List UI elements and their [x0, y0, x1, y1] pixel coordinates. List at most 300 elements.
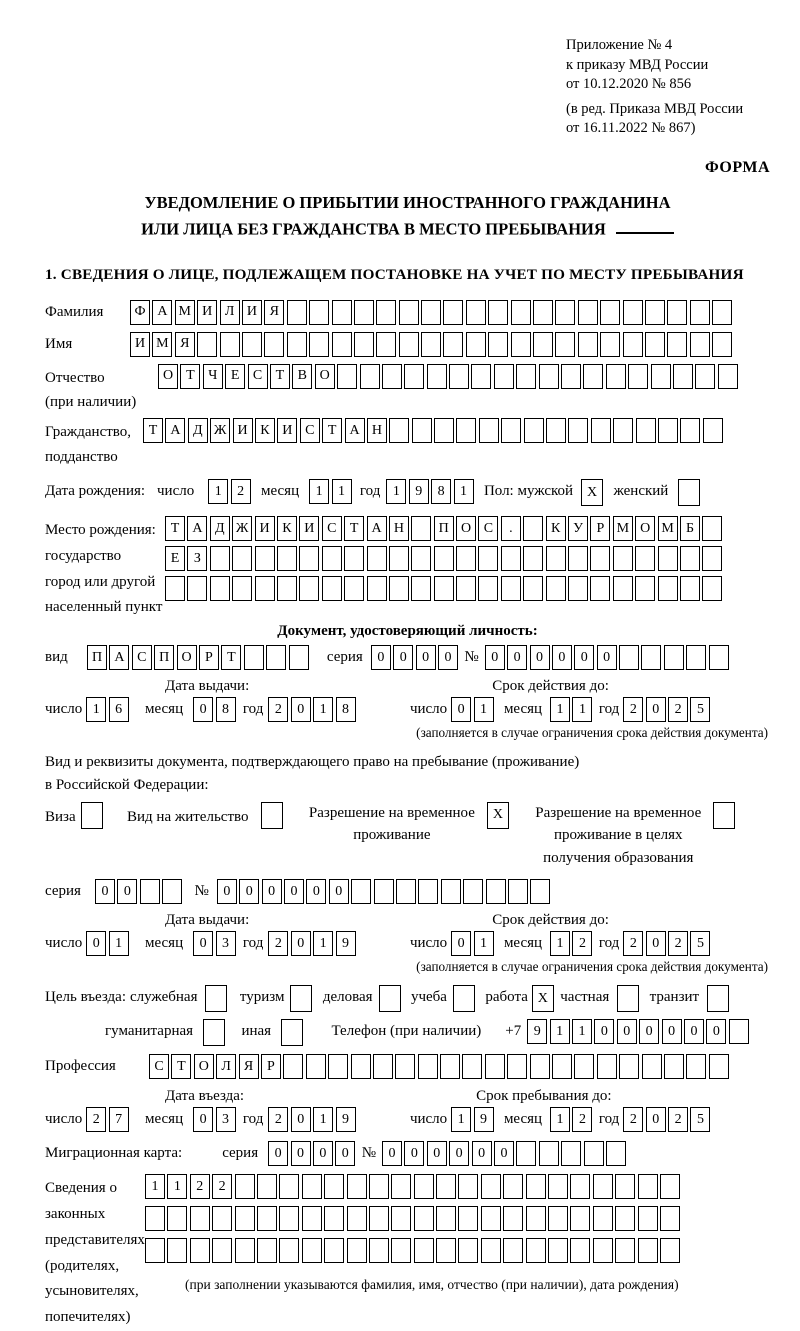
char-cell: [324, 1206, 344, 1231]
char-cell: 2: [668, 697, 688, 722]
purpose-business-label: деловая: [322, 989, 373, 1006]
char-cell: [508, 879, 528, 904]
char-cell: [523, 546, 543, 571]
form-word: ФОРМА: [704, 158, 770, 176]
char-cell: 2: [572, 1107, 592, 1132]
char-cell: [257, 1206, 277, 1231]
char-cell: [287, 332, 307, 357]
char-cell: [302, 1206, 322, 1231]
purpose-humanitarian-checkbox: [203, 1019, 227, 1046]
char-cell: [619, 645, 639, 670]
char-cell: [165, 576, 185, 601]
phone-label: Телефон (при наличии): [331, 1023, 482, 1040]
char-cell: [373, 1054, 393, 1079]
char-cell: [478, 576, 498, 601]
purpose-humanitarian-label: гуманитарная: [105, 1023, 194, 1040]
char-cell: С: [149, 1054, 169, 1079]
char-cell: 1: [313, 1107, 333, 1132]
char-cell: [210, 576, 230, 601]
char-cell: [709, 645, 729, 670]
char-cell: 7: [109, 1107, 129, 1132]
char-cell: Т: [165, 516, 185, 541]
char-cell: 1: [313, 931, 333, 956]
purpose-work-label: работа: [485, 989, 528, 1006]
char-cell: [718, 364, 738, 389]
appendix-line: к приказу МВД России: [566, 56, 709, 73]
char-cell: [324, 1238, 344, 1263]
appendix-line: от 10.12.2020 № 856: [566, 76, 692, 93]
iddoc-valid-year: [623, 697, 713, 722]
staydoc-intro: Вид и реквизиты документа, подтверждающего право на пребывание (проживание) в Российской Федерации:: [45, 754, 580, 794]
birthdate-day-cells: [208, 479, 253, 504]
char-cell: [561, 1141, 581, 1166]
char-cell: 8: [216, 697, 236, 722]
char-cell: П: [87, 645, 107, 670]
char-cell: [369, 1206, 389, 1231]
char-cell: 0: [291, 697, 311, 722]
form-title-line1: УВЕДОМЛЕНИЕ О ПРИБЫТИИ ИНОСТРАННОГО ГРАЖДАНИНА: [144, 192, 671, 212]
char-cell: Ф: [130, 300, 150, 325]
purpose-study-checkbox: [453, 985, 477, 1012]
birthdate-label: Дата рождения:: [45, 483, 146, 499]
month-word: месяц: [145, 701, 184, 718]
iddoc-dates-labels: [45, 678, 770, 695]
char-cell: [615, 1174, 635, 1199]
char-cell: 0: [451, 697, 471, 722]
representatives-cells-row1: [145, 1174, 682, 1199]
char-cell: 0: [427, 1141, 447, 1166]
char-cell: В: [292, 364, 312, 389]
char-cell: 2: [572, 931, 592, 956]
char-cell: 1: [454, 479, 474, 504]
char-cell: Я: [264, 300, 284, 325]
char-cell: Т: [180, 364, 200, 389]
char-cell: [645, 300, 665, 325]
char-cell: 0: [284, 879, 304, 904]
char-cell: [488, 332, 508, 357]
char-cell: [261, 802, 283, 829]
char-cell: [501, 418, 521, 443]
char-cell: [456, 576, 476, 601]
char-cell: [574, 1054, 594, 1079]
char-cell: [306, 1054, 326, 1079]
char-cell: О: [177, 645, 197, 670]
char-cell: [389, 546, 409, 571]
char-cell: Б: [680, 516, 700, 541]
char-cell: 6: [109, 697, 129, 722]
char-cell: [302, 1174, 322, 1199]
char-cell: [220, 332, 240, 357]
char-cell: [360, 364, 380, 389]
char-cell: 8: [431, 479, 451, 504]
birthplace-cells-row3: [165, 576, 725, 601]
month-word: месяц: [145, 935, 184, 952]
char-cell: [503, 1238, 523, 1263]
char-cell: С: [248, 364, 268, 389]
char-cell: [367, 546, 387, 571]
char-cell: З: [187, 546, 207, 571]
char-cell: С: [132, 645, 152, 670]
birthdate-month-cells: [309, 479, 354, 504]
char-cell: К: [546, 516, 566, 541]
char-cell: [578, 332, 598, 357]
char-cell: Ж: [210, 418, 230, 443]
char-cell: [414, 1206, 434, 1231]
month-word: месяц: [503, 701, 543, 718]
char-cell: [436, 1206, 456, 1231]
char-cell: [600, 332, 620, 357]
char-cell: [458, 1206, 478, 1231]
char-cell: [638, 1238, 658, 1263]
birthplace-cells-row2: [165, 546, 725, 571]
char-cell: К: [277, 516, 297, 541]
char-cell: 1: [332, 479, 352, 504]
iddoc-issue-label: Дата выдачи:: [165, 678, 250, 695]
char-cell: [593, 1174, 613, 1199]
char-cell: [440, 1054, 460, 1079]
day-word: число: [45, 1111, 83, 1128]
seriya-word: серия: [222, 1145, 259, 1162]
char-cell: [707, 985, 729, 1012]
sex-female-label: женский: [613, 483, 669, 499]
char-cell: [411, 516, 431, 541]
char-cell: [667, 300, 687, 325]
char-cell: [471, 364, 491, 389]
char-cell: [232, 576, 252, 601]
char-cell: Т: [221, 645, 241, 670]
citizenship-label: Гражданство, подданство: [45, 424, 132, 465]
temp-residence-education-checkbox: [713, 802, 737, 829]
iddoc-heading: Документ, удостоверяющий личность:: [277, 623, 538, 640]
char-cell: [539, 1141, 559, 1166]
char-cell: [597, 1054, 617, 1079]
char-cell: [641, 645, 661, 670]
form-title-line2: ИЛИ ЛИЦА БЕЗ ГРАЖДАНСТВА В МЕСТО ПРЕБЫВАНИЯ: [45, 216, 770, 242]
char-cell: [242, 332, 262, 357]
char-cell: [591, 418, 611, 443]
char-cell: [456, 418, 476, 443]
char-cell: 0: [291, 1107, 311, 1132]
char-cell: [281, 1019, 303, 1046]
char-cell: Н: [389, 516, 409, 541]
char-cell: 0: [193, 1107, 213, 1132]
char-cell: 0: [438, 645, 458, 670]
profession-label: Профессия: [45, 1058, 116, 1075]
char-cell: [667, 332, 687, 357]
char-cell: [481, 1206, 501, 1231]
char-cell: 2: [268, 697, 288, 722]
char-cell: [434, 576, 454, 601]
char-cell: [636, 418, 656, 443]
char-cell: [309, 332, 329, 357]
char-cell: [709, 1054, 729, 1079]
char-cell: Р: [590, 516, 610, 541]
iddoc-valid-month: [550, 697, 595, 722]
char-cell: [561, 364, 581, 389]
staydoc-valid-label: Срок действия до:: [492, 912, 609, 929]
migcard-row: [45, 1141, 770, 1166]
char-cell: [81, 802, 103, 829]
purpose-label: Цель въезда:: [45, 989, 126, 1006]
char-cell: Д: [188, 418, 208, 443]
representatives-row: [45, 1174, 770, 1331]
char-cell: 0: [382, 1141, 402, 1166]
char-cell: И: [130, 332, 150, 357]
char-cell: [167, 1238, 187, 1263]
appendix-header: [566, 36, 766, 139]
char-cell: [628, 364, 648, 389]
char-cell: [456, 546, 476, 571]
char-cell: [638, 1174, 658, 1199]
char-cell: О: [194, 1054, 214, 1079]
char-cell: [443, 300, 463, 325]
char-cell: [399, 332, 419, 357]
char-cell: [635, 576, 655, 601]
char-cell: [354, 300, 374, 325]
char-cell: А: [345, 418, 365, 443]
entry-year: [268, 1107, 358, 1132]
char-cell: [344, 576, 364, 601]
char-cell: [619, 1054, 639, 1079]
day-word: число: [409, 935, 448, 952]
char-cell: [507, 1054, 527, 1079]
number-word: №: [194, 883, 209, 900]
char-cell: 2: [668, 1107, 688, 1132]
char-cell: [548, 1238, 568, 1263]
char-cell: А: [165, 418, 185, 443]
char-cell: [546, 418, 566, 443]
char-cell: И: [197, 300, 217, 325]
char-cell: [289, 645, 309, 670]
purpose-private-label: частная: [560, 989, 610, 1006]
char-cell: [441, 879, 461, 904]
char-cell: X: [581, 479, 603, 506]
char-cell: [344, 546, 364, 571]
year-word: год: [359, 483, 381, 499]
char-cell: 1: [86, 697, 106, 722]
char-cell: .: [501, 516, 521, 541]
char-cell: [617, 985, 639, 1012]
char-cell: 0: [472, 1141, 492, 1166]
birthplace-cells-row1: [165, 516, 725, 541]
char-cell: [411, 576, 431, 601]
char-cell: П: [154, 645, 174, 670]
char-cell: [523, 576, 543, 601]
char-cell: 0: [416, 645, 436, 670]
entry-day: [86, 1107, 131, 1132]
migcard-number-cells: [382, 1141, 628, 1166]
char-cell: [486, 879, 506, 904]
staydoc-valid-day: [451, 931, 496, 956]
char-cell: 0: [530, 645, 550, 670]
iddoc-seriya-cells: [371, 645, 461, 670]
char-cell: [533, 332, 553, 357]
char-cell: [235, 1238, 255, 1263]
char-cell: О: [158, 364, 178, 389]
char-cell: [673, 364, 693, 389]
char-cell: [481, 1174, 501, 1199]
iddoc-issue-year: [268, 697, 358, 722]
char-cell: [615, 1206, 635, 1231]
title-blank-underline: [616, 216, 674, 235]
purpose-tourism-checkbox: [290, 985, 314, 1012]
char-cell: [337, 364, 357, 389]
char-cell: 0: [617, 1019, 637, 1044]
char-cell: [162, 879, 182, 904]
char-cell: [145, 1206, 165, 1231]
char-cell: 0: [193, 931, 213, 956]
char-cell: [713, 802, 735, 829]
patronymic-cells: [158, 364, 740, 389]
char-cell: [389, 576, 409, 601]
birthplace-label: Место рождения: государство город или другой населенный пункт: [45, 522, 163, 616]
char-cell: [414, 1174, 434, 1199]
char-cell: [516, 364, 536, 389]
staydoc-issue-month: [193, 931, 238, 956]
char-cell: 1: [386, 479, 406, 504]
char-cell: 1: [572, 697, 592, 722]
char-cell: [590, 546, 610, 571]
char-cell: [145, 1238, 165, 1263]
char-cell: [568, 546, 588, 571]
staydoc-issue-year: [268, 931, 358, 956]
char-cell: [411, 546, 431, 571]
char-cell: [187, 576, 207, 601]
sex-male-label: Пол: мужской: [483, 483, 574, 499]
char-cell: Л: [220, 300, 240, 325]
char-cell: 3: [216, 931, 236, 956]
char-cell: [347, 1174, 367, 1199]
char-cell: [680, 546, 700, 571]
char-cell: [568, 576, 588, 601]
char-cell: [615, 1238, 635, 1263]
stay-until-label: Срок пребывания до:: [476, 1088, 612, 1105]
purpose-work-checkbox: [532, 985, 556, 1012]
char-cell: [255, 546, 275, 571]
char-cell: 1: [474, 931, 494, 956]
section1-heading: 1. СВЕДЕНИЯ О ЛИЦЕ, ПОДЛЕЖАЩЕМ ПОСТАНОВКЕ НА УЧЕТ ПО МЕСТУ ПРЕБЫВАНИЯ: [45, 265, 744, 283]
char-cell: Я: [175, 332, 195, 357]
char-cell: 5: [690, 697, 710, 722]
char-cell: Т: [270, 364, 290, 389]
char-cell: [680, 418, 700, 443]
char-cell: [140, 879, 160, 904]
staydoc-seriya-cells: [95, 879, 185, 904]
entry-date-label: Дата въезда:: [165, 1088, 245, 1105]
char-cell: [389, 418, 409, 443]
seriya-word: серия: [45, 883, 81, 900]
char-cell: [367, 576, 387, 601]
purpose-other-checkbox: [281, 1019, 305, 1046]
char-cell: [526, 1174, 546, 1199]
char-cell: [190, 1206, 210, 1231]
char-cell: [488, 300, 508, 325]
char-cell: [613, 418, 633, 443]
char-cell: Е: [165, 546, 185, 571]
char-cell: 0: [574, 645, 594, 670]
char-cell: 0: [193, 697, 213, 722]
char-cell: [583, 364, 603, 389]
char-cell: [382, 364, 402, 389]
char-cell: 0: [329, 879, 349, 904]
char-cell: Я: [239, 1054, 259, 1079]
entry-dates-labels: [45, 1088, 770, 1105]
iddoc-vid-cells: [87, 645, 311, 670]
char-cell: [391, 1206, 411, 1231]
char-cell: [404, 364, 424, 389]
char-cell: [703, 418, 723, 443]
char-cell: [264, 332, 284, 357]
char-cell: [479, 418, 499, 443]
firstname-cells: [130, 332, 735, 357]
purpose-row-1: [45, 985, 770, 1012]
representatives-note: (при заполнении указываются фамилия, имя, отчество (при наличии), дата рождения): [185, 1277, 679, 1293]
char-cell: О: [635, 516, 655, 541]
month-word: месяц: [503, 935, 543, 952]
char-cell: 2: [212, 1174, 232, 1199]
char-cell: [660, 1238, 680, 1263]
char-cell: [613, 576, 633, 601]
char-cell: 0: [494, 1141, 514, 1166]
staydoc-note: (заполняется в случае ограничения срока действия документа): [416, 959, 768, 975]
char-cell: X: [532, 985, 554, 1012]
char-cell: [552, 1054, 572, 1079]
iddoc-note: (заполняется в случае ограничения срока действия документа): [416, 725, 768, 741]
day-word: число: [409, 1111, 448, 1128]
stay-year: [623, 1107, 713, 1132]
char-cell: [548, 1206, 568, 1231]
char-cell: С: [322, 516, 342, 541]
char-cell: О: [456, 516, 476, 541]
char-cell: П: [434, 516, 454, 541]
purpose-official-checkbox: [205, 985, 229, 1012]
char-cell: А: [187, 516, 207, 541]
char-cell: [299, 576, 319, 601]
char-cell: 1: [550, 1019, 570, 1044]
char-cell: 1: [474, 697, 494, 722]
char-cell: Л: [216, 1054, 236, 1079]
firstname-label: Имя: [45, 335, 73, 352]
char-cell: [494, 364, 514, 389]
char-cell: 1: [109, 931, 129, 956]
char-cell: Т: [322, 418, 342, 443]
char-cell: [328, 1054, 348, 1079]
char-cell: А: [109, 645, 129, 670]
char-cell: М: [152, 332, 172, 357]
staydoc-valid-month: [550, 931, 595, 956]
char-cell: [546, 546, 566, 571]
char-cell: [613, 546, 633, 571]
char-cell: [680, 576, 700, 601]
char-cell: [503, 1174, 523, 1199]
char-cell: [642, 1054, 662, 1079]
purpose-transit-label: транзит: [649, 989, 700, 1006]
representatives-cells-row2: [145, 1206, 682, 1231]
char-cell: [414, 1238, 434, 1263]
char-cell: [351, 879, 371, 904]
char-cell: [421, 300, 441, 325]
char-cell: [351, 1054, 371, 1079]
char-cell: Т: [171, 1054, 191, 1079]
staydoc-dates-row: [45, 931, 770, 956]
iddoc-valid-day: [451, 697, 496, 722]
char-cell: 2: [231, 479, 251, 504]
char-cell: [503, 1206, 523, 1231]
char-cell: [399, 300, 419, 325]
char-cell: [283, 1054, 303, 1079]
char-cell: [279, 1238, 299, 1263]
char-cell: [478, 546, 498, 571]
